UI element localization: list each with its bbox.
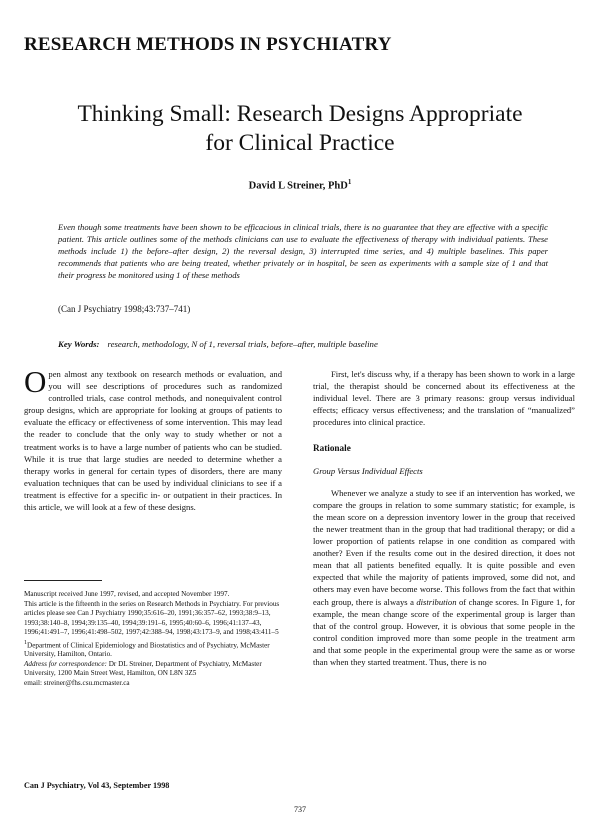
body-paragraph [313, 487, 575, 668]
keywords [58, 339, 558, 349]
right-intro-paragraph: First, let's discuss why, if a therapy has been shown to work in a large trial, the therapist should be concerned about its effectiveness at the individual level. There are 3 primary reasons: group versus individual effects; efficacy versus effectiveness; and the translation of “manualized” procedures into clinical practice. [313, 369, 575, 428]
section-heading-rationale: Rationale [313, 443, 351, 454]
keywords-label: Key Words: [58, 339, 100, 349]
body-text-1: Whenever we analyze a study to see if an intervention has worked, we compare the groups in relation to some summary statistic; for example, is the mean score on a depression inventory lower in the group that received the newer treatment than in the group that had traditional therapy; or did a lower proportion of patients relapse in one condition as compared with another? Even if the results come out in the desired direction, it does not mean that all patients benefited equally. It is quite possible and even expected that while the majority of patients improved, some did not, and others may even have become worse. This follows from the fact that within each group, there is always a [313, 487, 575, 607]
affiliation-superscript: 1 [24, 639, 27, 646]
journal-footer: Can J Psychiatry, Vol 43, September 1998 [24, 781, 170, 790]
subheading-group-vs-individual: Group Versus Individual Effects [313, 465, 423, 476]
intro-text: pen almost any textbook on research methods or evaluation, and you will see descriptions of procedures such as randomized controlled trials, case control methods, and nonequivalent control group designs, which are appropriate for looking at groups of patients to evaluate the efficacy or effectiveness of some intervention. This may lead the reader to conclude that the only way to study whether or not a treatment works is to have a large number of patients who can be studied. While it is true that large studies are needed to determine whether a therapy works in general for certain types of disorders, there are many evaluation techniques that can be used by individual clinicians to see if a treatment is effective for a specific in- or outpatient in their practices. In this article, we will look at a few of these designs. [24, 369, 282, 513]
author-line [200, 178, 400, 192]
body-text-2: of change scores. In Figure 1, for example, the mean change score of the experimental group is larger than that of the control group. However, it is obvious that some people in the control condition improved more than some people in the treatment arm and that some people in the experimental group were the same as or worse than when they started treatment. Thus, there is no [313, 596, 575, 667]
affiliation [24, 639, 286, 660]
title-line-2: for Clinical Practice [205, 130, 395, 156]
drop-cap: O [24, 364, 47, 399]
author-name: David L Streiner, PhD [248, 180, 348, 192]
correspondence [24, 660, 286, 679]
email: email: streiner@fhs.csu.mcmaster.ca [24, 678, 130, 687]
body-emphasis: distribution [416, 596, 457, 607]
page-number: 737 [294, 805, 306, 814]
article-title [20, 100, 580, 158]
correspondence-label: Address for correspondence: [24, 659, 107, 668]
keywords-text: research, methodology, N of 1, reversal trials, before–after, multiple baseline [107, 339, 378, 349]
right-column [313, 368, 575, 668]
author-superscript: 1 [347, 178, 352, 186]
footnotes [24, 590, 286, 688]
intro-paragraph [24, 364, 282, 513]
title-line-1: Thinking Small: Research Designs Appropriate [77, 101, 523, 127]
abstract: Even though some treatments have been shown to be efficacious in clinical trials, there is no guarantee that they are effective with a specific patient. This article outlines some of the methods clinicians can use to evaluate the effectiveness of therapy with individual patients. These methods include 1) the before–after design, 2) the reversal design, 3) interrupted time series, and 4) multiple baselines. This paper recommends that patients who are being treated, whether privately or in hospital, be seen as experiments with a sample size of 1 and that their progress be monitored using 1 of these methods [58, 222, 548, 281]
left-column [24, 364, 282, 513]
correspondence-text: Dr DL Streiner, Department of Psychiatry, McMaster University, 1200 Main Street West, Hamilton, ON L8N 3Z5 [24, 659, 262, 678]
series-note: This article is the fifteenth in the series on Research Methods in Psychiatry. For previous articles please see Can J Psychiatry 1990;35:616–20, 1991;36:357–62, 1993;38:9–13, 1993;38:140–8, 1994;39:135–40, 1994;39:191–6, 1995;40:60–6, 1996;41:137–43, 1996;41:491–7, 1996;41:498–502, 1997;42:388–94, 1998;43:173–9, and 1998;43:411–5 [24, 599, 280, 636]
affiliation-text: Department of Clinical Epidemiology and Biostatistics and of Psychiatry, McMaster University, Hamilton, Ontario. [24, 640, 270, 659]
manuscript-received: Manuscript received June 1997, revised, and accepted November 1997. [24, 590, 230, 598]
footnote-rule [24, 580, 102, 581]
series-heading: RESEARCH METHODS IN PSYCHIATRY [24, 34, 392, 55]
citation: (Can J Psychiatry 1998;43:737–741) [58, 304, 191, 314]
